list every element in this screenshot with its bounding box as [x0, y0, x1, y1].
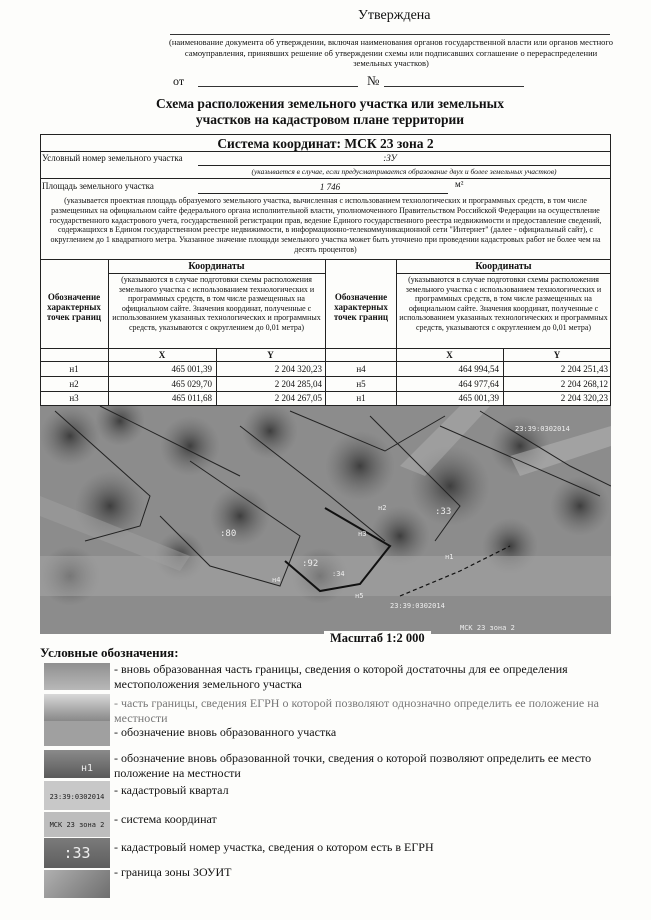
legend-text: - вновь образованная часть границы, сведения о которой достаточны для ее определения местоположения земельного участка: [114, 662, 568, 691]
point-label: н4: [272, 576, 281, 584]
parcel-sample-label: :33: [63, 844, 91, 862]
legend-heading: Условные обозначения:: [40, 645, 179, 660]
coord-system-label: МСК 23 зона 2: [460, 624, 515, 632]
area-note: (указывается проектная площадь образуемого земельного участка, вычисленная с использованием технологических и программных средств, в том числе размещенных на официальном сайте федерального органа исполнительной власти, уполномоченного Правительством Российской Федерации на осуществление государственного кадастрового учета, государственной регистрации прав, ведение Единого государственного реестра недвижимости и предоставление сведений, содержащихся в Едином государственном реестре недвижимости, в информационно-телекоммуникационной сети "Интернет" (далее - официальный сайт), с округлением до 1 квадратного метра. Указанное значение площади земельного участка может быть уточнено при проведении кадастровых работ не более чем на десять процентов): [49, 196, 602, 254]
coord-sample-label: МСК 23 зона 2: [49, 821, 105, 829]
approval-line: [170, 34, 610, 35]
parcel-number-note: (указывается в случае, если предусматривается образование двух и более земельных участков): [251, 167, 557, 176]
number-label: №: [367, 73, 380, 88]
coords-column-note: (указываются в случае подготовки схемы расположения земельного участка с использованием технологических и программных средств, в том числе размещенных на официальном сайте. Значения координат, полученные с использованием указанных технологических и программных средств, указываются с округлением до 0,01 метра): [399, 275, 608, 332]
y-value: 2 204 320,23: [560, 393, 608, 403]
table-divider: [396, 273, 611, 274]
quarter-label: 23:39:0302014: [390, 602, 445, 610]
legend-swatch-zone-boundary: [44, 870, 110, 898]
x-value: 465 001,39: [458, 393, 499, 403]
row-divider: [40, 391, 611, 392]
legend-text: - система координат: [114, 812, 217, 826]
point-sample-label: н1: [80, 763, 94, 774]
legend-swatch-new-boundary: [44, 663, 110, 690]
parcel-number-label: :92: [302, 559, 319, 569]
x-value: 465 001,39: [171, 364, 212, 374]
parcel-number-label: :33: [435, 507, 452, 517]
legend-text: - кадастровый квартал: [114, 783, 229, 797]
coord-system-title: Система координат: МСК 23 зона 2: [217, 136, 434, 151]
scale-label: Масштаб 1:2 000: [324, 631, 431, 646]
from-label: от: [173, 74, 185, 88]
y-column-header: Y: [267, 350, 274, 360]
cadastral-map: [40, 406, 611, 634]
area-value: 1 746: [319, 182, 341, 192]
map-canvas: [40, 406, 611, 634]
table-divider: [40, 178, 611, 179]
legend-text: - обозначение вновь образованного участка: [114, 725, 337, 739]
legend-swatch-coord-system: [44, 812, 110, 837]
x-value: 464 977,64: [458, 379, 499, 389]
y-value: 2 204 251,43: [560, 364, 608, 374]
parcel-number-label: Условный номер земельного участка: [42, 153, 183, 163]
points-column-header: Обозначение характерных точек границ: [46, 292, 102, 322]
legend-swatch-existing-parcel: [44, 838, 110, 868]
point-label: н1: [356, 393, 366, 403]
coords-column-header: Координаты: [188, 261, 245, 272]
y-column-header: Y: [553, 350, 561, 360]
x-value: 465 029,70: [171, 379, 212, 389]
row-divider: [40, 376, 611, 377]
x-value: 465 011,68: [171, 393, 212, 403]
point-label: н2: [69, 379, 79, 389]
legend-text: - часть границы, сведения ЕГРН о которой позволяют однозначно определить ее положение на местности: [114, 696, 599, 725]
legend-text: - обозначение вновь образованной точки, сведения о которой позволяют определить ее место положение на местности: [114, 751, 592, 780]
table-divider: [40, 361, 611, 362]
y-value: 2 204 320,23: [274, 364, 322, 374]
table-divider: [108, 273, 325, 274]
number-line: [384, 86, 524, 87]
approval-note: (наименование документа об утверждении, включая наименования органов государственной власти или органов местного самоуправления, принявших решение об утверждении схемы или подписавших соглашение о перераспределении земельных участков): [169, 37, 613, 68]
point-label: н2: [378, 504, 387, 512]
table-divider: [40, 348, 611, 349]
quarter-sample-label: 23:39:0302014: [49, 793, 105, 801]
legend-text: - кадастровый номер участка, сведения о котором есть в ЕГРН: [114, 840, 434, 854]
points-column-header: Обозначение характерных точек границ: [333, 292, 389, 322]
y-value: 2 204 268,12: [560, 379, 608, 389]
parcel-number-label: :80: [220, 529, 237, 539]
table-divider: [40, 151, 611, 152]
parcel-number-value: :ЗУ: [383, 153, 397, 163]
point-label: н1: [69, 364, 79, 374]
area-label: Площадь земельного участка: [42, 181, 154, 191]
point-label: н1: [445, 553, 454, 561]
area-value-line: [198, 193, 448, 194]
date-line: [198, 86, 358, 87]
legend-text: - граница зоны ЗОУИТ: [114, 865, 232, 879]
point-label: н5: [355, 592, 364, 600]
point-label: н3: [69, 393, 79, 403]
y-value: 2 204 267,05: [274, 393, 322, 403]
parcel-number-label: :34: [332, 570, 345, 578]
x-column-header: X: [446, 350, 453, 360]
point-label: н5: [356, 379, 366, 389]
y-value: 2 204 285,04: [274, 379, 322, 389]
legend-swatch-cadastral-quarter: [44, 781, 110, 810]
area-unit: м²: [455, 179, 464, 189]
x-column-header: X: [158, 350, 166, 360]
legend-swatch-existing-boundary: [44, 694, 110, 721]
legend-swatch-new-parcel: [44, 721, 110, 746]
coords-column-note: (указываются в случае подготовки схемы расположения земельного участка с использованием технологических и программных средств, в том числе размещенных на официальном сайте. Значения координат, полученные с использованием указанных технологических и программных средств, указываются с округлением до 0,01 метра): [112, 275, 321, 332]
coords-column-header: Координаты: [475, 261, 532, 272]
point-label: н3: [358, 530, 367, 538]
document-title: Схема расположения земельного участка или земельных участков на кадастровом плане территории: [156, 96, 504, 127]
quarter-label: 23:39:0302014: [515, 425, 570, 433]
x-value: 464 994,54: [458, 364, 499, 374]
approved-label: Утверждена: [358, 8, 431, 23]
legend-swatch-new-point: [44, 750, 110, 778]
parcel-value-line: [198, 165, 610, 166]
point-label: н4: [356, 364, 366, 374]
